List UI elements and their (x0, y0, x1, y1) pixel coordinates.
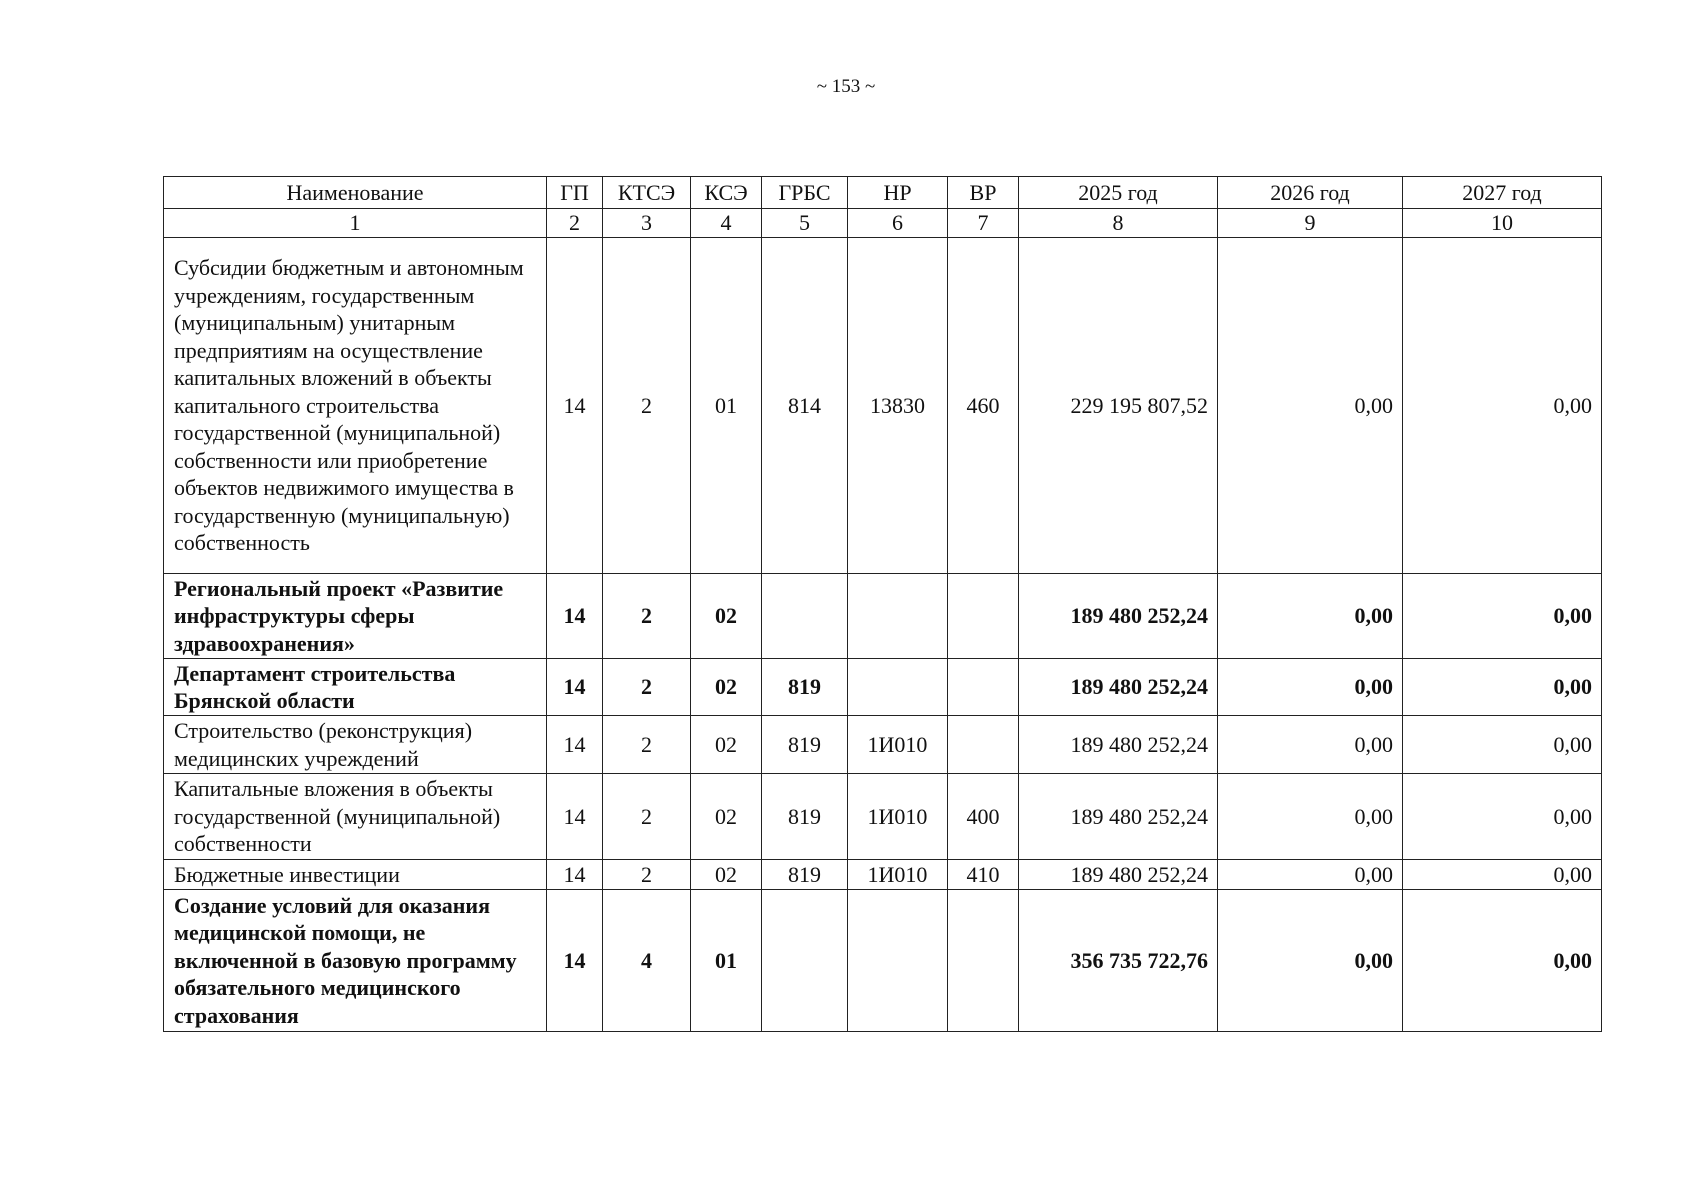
cell-2025: 189 480 252,24 (1019, 659, 1218, 716)
header-2027: 2027 год (1403, 177, 1602, 209)
cell-kse: 01 (691, 890, 762, 1032)
cell-grbs: 819 (762, 659, 848, 716)
table-row (164, 574, 1602, 659)
cell-ktse: 2 (603, 238, 691, 574)
column-number: 4 (691, 209, 762, 238)
header-name: Наименование (164, 177, 547, 209)
column-number: 10 (1403, 209, 1602, 238)
cell-2025: 189 480 252,24 (1019, 774, 1218, 860)
row-name: Строительство (реконструкция) медицинских учреждений (164, 716, 547, 774)
cell-2026: 0,00 (1218, 574, 1403, 659)
cell-kse: 02 (691, 716, 762, 774)
column-number: 3 (603, 209, 691, 238)
column-number: 5 (762, 209, 848, 238)
cell-2025: 229 195 807,52 (1019, 238, 1218, 574)
header-row (164, 177, 1602, 209)
cell-ktse: 2 (603, 774, 691, 860)
cell-nr: 13830 (848, 238, 948, 574)
cell-ktse: 2 (603, 716, 691, 774)
cell-kse: 02 (691, 659, 762, 716)
cell-kse: 02 (691, 860, 762, 890)
cell-gp: 14 (547, 774, 603, 860)
cell-ktse: 4 (603, 890, 691, 1032)
cell-ktse: 2 (603, 574, 691, 659)
cell-2025: 189 480 252,24 (1019, 574, 1218, 659)
cell-nr: 1И010 (848, 774, 948, 860)
cell-nr: 1И010 (848, 716, 948, 774)
header-2026: 2026 год (1218, 177, 1403, 209)
row-name: Региональный проект «Развитие инфраструктуры сферы здравоохранения» (164, 574, 547, 659)
cell-grbs: 819 (762, 774, 848, 860)
column-number: 2 (547, 209, 603, 238)
cell-2027: 0,00 (1403, 659, 1602, 716)
cell-kse: 02 (691, 774, 762, 860)
cell-nr (848, 574, 948, 659)
cell-nr: 1И010 (848, 860, 948, 890)
cell-2027: 0,00 (1403, 890, 1602, 1032)
column-number: 8 (1019, 209, 1218, 238)
cell-kse: 02 (691, 574, 762, 659)
cell-vr (948, 659, 1019, 716)
table-row (164, 860, 1602, 890)
page-number: ~ 153 ~ (816, 76, 876, 97)
header-nr: НР (848, 177, 948, 209)
header-vr: ВР (948, 177, 1019, 209)
row-name: Департамент строительства Брянской области (164, 659, 547, 716)
column-number-row (164, 209, 1602, 238)
row-name: Создание условий для оказания медицинской помощи, не включенной в базовую программу обязательного медицинского страхования (164, 890, 547, 1032)
header-ktse: КТСЭ (603, 177, 691, 209)
column-number: 9 (1218, 209, 1403, 238)
cell-gp: 14 (547, 659, 603, 716)
cell-2025: 189 480 252,24 (1019, 860, 1218, 890)
column-number: 6 (848, 209, 948, 238)
cell-gp: 14 (547, 716, 603, 774)
header-grbs: ГРБС (762, 177, 848, 209)
row-name: Субсидии бюджетным и автономным учреждениям, государственным (муниципальным) унитарным предприятиям на осуществление капитальных вложений в объекты капитального строительства государственной (муниципальной) собственности или приобретение объектов недвижимого имущества в государственную (муниципальную) собственность (164, 238, 547, 574)
header-kse: КСЭ (691, 177, 762, 209)
cell-vr (948, 716, 1019, 774)
cell-kse: 01 (691, 238, 762, 574)
cell-2027: 0,00 (1403, 716, 1602, 774)
cell-ktse: 2 (603, 659, 691, 716)
cell-2026: 0,00 (1218, 659, 1403, 716)
cell-nr (848, 890, 948, 1032)
cell-grbs: 814 (762, 238, 848, 574)
row-name: Капитальные вложения в объекты государственной (муниципальной) собственности (164, 774, 547, 860)
cell-grbs (762, 574, 848, 659)
cell-gp: 14 (547, 238, 603, 574)
table-row (164, 890, 1602, 1032)
cell-grbs: 819 (762, 716, 848, 774)
cell-nr (848, 659, 948, 716)
row-name: Бюджетные инвестиции (164, 860, 547, 890)
table-row (164, 716, 1602, 774)
cell-vr: 460 (948, 238, 1019, 574)
cell-gp: 14 (547, 890, 603, 1032)
cell-2026: 0,00 (1218, 860, 1403, 890)
cell-2025: 189 480 252,24 (1019, 716, 1218, 774)
cell-2026: 0,00 (1218, 716, 1403, 774)
cell-grbs: 819 (762, 860, 848, 890)
cell-2025: 356 735 722,76 (1019, 890, 1218, 1032)
cell-2027: 0,00 (1403, 774, 1602, 860)
column-number: 1 (164, 209, 547, 238)
cell-2027: 0,00 (1403, 238, 1602, 574)
cell-vr: 400 (948, 774, 1019, 860)
cell-vr (948, 574, 1019, 659)
cell-2027: 0,00 (1403, 860, 1602, 890)
cell-vr: 410 (948, 860, 1019, 890)
cell-2026: 0,00 (1218, 774, 1403, 860)
cell-vr (948, 890, 1019, 1032)
cell-grbs (762, 890, 848, 1032)
header-2025: 2025 год (1019, 177, 1218, 209)
cell-gp: 14 (547, 574, 603, 659)
table-row (164, 659, 1602, 716)
cell-2026: 0,00 (1218, 890, 1403, 1032)
table-row (164, 774, 1602, 860)
cell-gp: 14 (547, 860, 603, 890)
cell-2027: 0,00 (1403, 574, 1602, 659)
table-row (164, 238, 1602, 574)
cell-ktse: 2 (603, 860, 691, 890)
budget-table (163, 176, 1602, 1032)
header-gp: ГП (547, 177, 603, 209)
column-number: 7 (948, 209, 1019, 238)
cell-2026: 0,00 (1218, 238, 1403, 574)
